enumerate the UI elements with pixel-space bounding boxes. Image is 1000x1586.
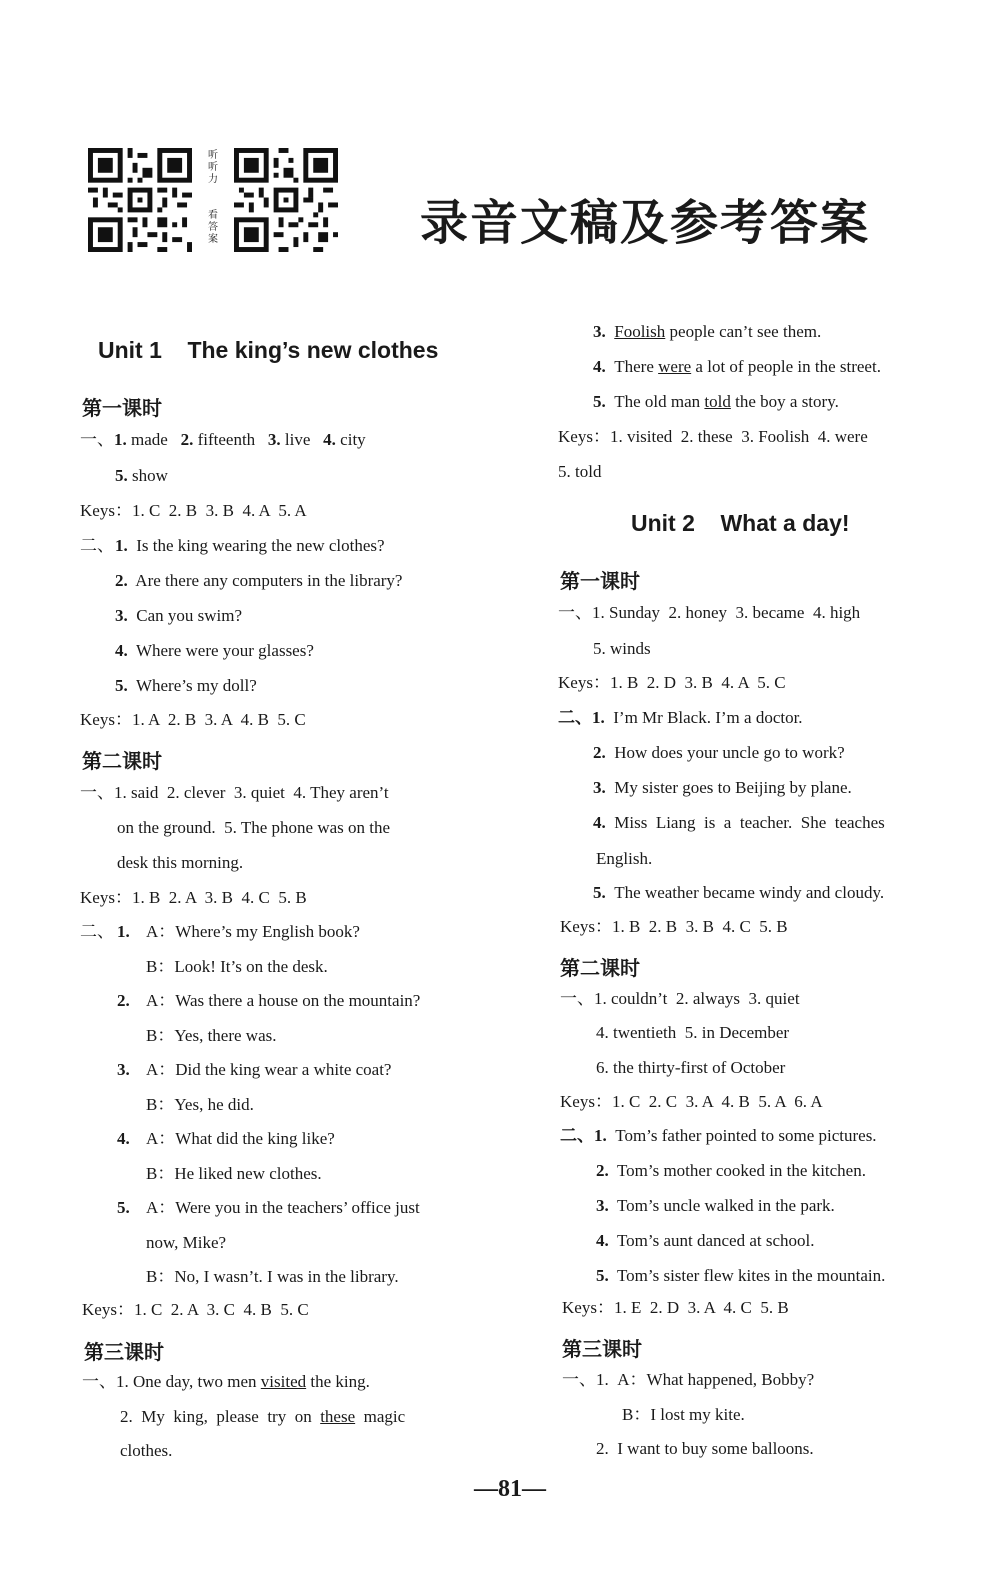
dialog-line: B：Look! It’s on the desk. — [146, 957, 328, 976]
sentence-text: 2. My king, please try on — [120, 1407, 321, 1426]
dialog-number: 2. — [117, 991, 130, 1010]
keys-line: Keys：1. E 2. D 3. A 4. C 5. B — [562, 1298, 789, 1317]
dialog-line: now, Mike? — [146, 1233, 227, 1252]
qr-code-answers — [234, 148, 338, 252]
answer-word: made — [131, 430, 168, 449]
exercise-line — [593, 321, 821, 343]
answer-word: show — [132, 466, 168, 485]
sentence-text: How does your uncle go to work? — [605, 743, 845, 762]
item-number: 3. — [596, 1196, 609, 1215]
sentence-text: Where’s my doll? — [127, 676, 257, 695]
unit-2-title: Unit 2 What a day! — [631, 510, 850, 536]
page-title: 录音文稿及参考答案 — [420, 195, 871, 251]
sentence-text: 一、1. One day, two men — [82, 1372, 261, 1391]
item-number: 3. — [593, 322, 615, 341]
answer-word: live — [284, 430, 311, 449]
exercise-line — [593, 742, 845, 764]
qr-answer-label: 看答案 — [208, 210, 218, 245]
dialog-number: 5. — [117, 1198, 130, 1217]
sentence-text: Tom’s mother cooked in the kitchen. — [608, 1161, 866, 1180]
qr-code-listen — [88, 148, 192, 252]
keys-line: Keys：1. visited 2. these 3. Foolish 4. were — [558, 427, 868, 446]
item-number: 3. — [115, 606, 128, 625]
item-number: 4. — [593, 813, 606, 832]
dialog-line: B：I lost my kite. — [622, 1405, 745, 1424]
sentence-text: There — [614, 357, 659, 376]
sentence-text: the boy a story. — [730, 392, 839, 411]
exercise-line — [593, 391, 839, 413]
keys-line: Keys：1. B 2. D 3. B 4. A 5. C — [558, 673, 786, 692]
exercise-line — [82, 1371, 370, 1393]
dialog-line: B：He liked new clothes. — [146, 1164, 322, 1183]
sentence-text: Tom’s uncle walked in the park. — [608, 1196, 835, 1215]
dialog-line: B：No, I wasn’t. I was in the library. — [146, 1267, 399, 1286]
sentence-text: people can’t see them. — [665, 322, 822, 341]
dialog-line: A：Were you in the teachers’ office just — [146, 1198, 420, 1217]
sentence-text: The weather became windy and cloudy. — [614, 883, 885, 902]
exercise-line: 2. I want to buy some balloons. — [596, 1439, 814, 1458]
exercise-line: 4. twentieth 5. in December — [596, 1023, 790, 1042]
exercise-line: 6. the thirty-first of October — [596, 1058, 786, 1077]
sentence-text: The old man — [614, 392, 705, 411]
keys-line: Keys：1. C 2. A 3. C 4. B 5. C — [82, 1300, 309, 1319]
exercise-line — [80, 429, 366, 451]
item-number: 4. — [115, 641, 128, 660]
exercise-line — [596, 1160, 866, 1182]
dialog-line: B：Yes, he did. — [146, 1095, 254, 1114]
item-number: 5. — [593, 392, 615, 411]
exercise-line: 一、1. couldn’t 2. always 3. quiet — [560, 989, 800, 1008]
exercise-line: clothes. — [120, 1441, 173, 1460]
exercise-line: desk this morning. — [117, 853, 244, 872]
exercise-line — [115, 535, 385, 557]
item-number: 3. — [267, 430, 281, 449]
keys-line: Keys：1. B 2. B 3. B 4. C 5. B — [560, 917, 788, 936]
lesson-heading: 第一课时 — [82, 396, 162, 420]
sentence-text: Are there any computers in the library? — [127, 571, 403, 590]
dialog-number: 4. — [117, 1129, 130, 1148]
item-number: 4. — [596, 1231, 609, 1250]
exercise-line — [593, 777, 852, 799]
item-number: 2. — [596, 1161, 609, 1180]
section-marker: 二、 — [80, 536, 114, 555]
keys-line: Keys：1. B 2. A 3. B 4. C 5. B — [80, 888, 307, 907]
item-number: 1. — [114, 430, 127, 449]
sentence-text: Tom’s aunt danced at school. — [608, 1231, 815, 1250]
exercise-line: on the ground. 5. The phone was on the — [117, 818, 391, 837]
item-number: 5. — [115, 466, 128, 485]
item-number: 二、1. — [558, 708, 605, 727]
exercise-line — [596, 1195, 835, 1217]
sentence-text: the king. — [306, 1372, 370, 1391]
dialog-line: A：Where’s my English book? — [146, 922, 360, 941]
item-number: 2. — [180, 430, 194, 449]
underlined-word: visited — [260, 1372, 307, 1391]
exercise-line — [558, 707, 803, 729]
exercise-line — [115, 675, 257, 697]
lesson-heading: 第二课时 — [82, 749, 162, 773]
exercise-line: 5. winds — [593, 639, 651, 658]
item-number: 2. — [115, 571, 128, 590]
lesson-heading: 第三课时 — [562, 1337, 642, 1361]
exercise-line — [596, 1230, 815, 1252]
exercise-line — [593, 356, 881, 378]
dialog-number: 3. — [117, 1060, 130, 1079]
keys-line: Keys：1. C 2. B 3. B 4. A 5. A — [80, 501, 307, 520]
keys-line: Keys：1. A 2. B 3. A 4. B 5. C — [80, 710, 306, 729]
answer-word: city — [340, 430, 366, 449]
lesson-heading: 第二课时 — [560, 956, 640, 980]
sentence-text: Is the king wearing the new clothes? — [127, 536, 385, 555]
keys-line: 5. told — [558, 462, 602, 481]
sentence-text: Tom’s father pointed to some pictures. — [606, 1126, 877, 1145]
exercise-line — [596, 1265, 885, 1287]
dialog-line: B：Yes, there was. — [146, 1026, 277, 1045]
exercise-line — [593, 812, 885, 834]
underlined-word: these — [320, 1407, 356, 1426]
dialog-line: A：Was there a house on the mountain? — [146, 991, 421, 1010]
dialog-number: 1. — [117, 922, 130, 941]
answer-word: fifteenth — [197, 430, 256, 449]
lesson-heading: 第三课时 — [84, 1340, 164, 1364]
exercise-line: 一、1. Sunday 2. honey 3. became 4. high — [558, 603, 861, 622]
item-number: 1. — [115, 536, 128, 555]
exercise-line — [560, 1125, 877, 1147]
exercise-line — [120, 1406, 405, 1428]
sentence-text: Miss Liang is a teacher. She teaches — [605, 813, 885, 832]
sentence-text: I’m Mr Black. I’m a doctor. — [604, 708, 803, 727]
section-marker: 一、 — [80, 430, 114, 449]
exercise-line — [115, 605, 242, 627]
item-number: 二、1. — [560, 1126, 607, 1145]
exercise-line — [115, 465, 168, 487]
dialog-line: 一、1. A：What happened, Bobby? — [562, 1370, 815, 1389]
keys-line: Keys：1. C 2. C 3. A 4. B 5. A 6. A — [560, 1092, 823, 1111]
qr-listen-label: 听听力 — [208, 150, 218, 185]
unit-1-title: Unit 1 The king’s new clothes — [98, 337, 439, 363]
sentence-text: My sister goes to Beijing by plane. — [605, 778, 852, 797]
item-number: 3. — [593, 778, 606, 797]
sentence-text: magic — [355, 1407, 406, 1426]
item-number: 4. — [593, 357, 615, 376]
exercise-line: English. — [596, 849, 653, 868]
item-number: 4. — [323, 430, 336, 449]
page-number: —81— — [474, 1476, 546, 1502]
sentence-text: Where were your glasses? — [127, 641, 314, 660]
dialog-line: A：What did the king like? — [146, 1129, 335, 1148]
item-number: 5. — [115, 676, 128, 695]
section-marker: 二、 — [80, 922, 114, 941]
sentence-text: Can you swim? — [127, 606, 243, 625]
exercise-line — [115, 640, 314, 662]
underlined-word: told — [704, 392, 731, 411]
exercise-line: 一、1. said 2. clever 3. quiet 4. They aren’t — [80, 783, 389, 802]
underlined-word: were — [658, 357, 692, 376]
item-number: 5. — [596, 1266, 609, 1285]
sentence-text: a lot of people in the street. — [691, 357, 881, 376]
exercise-line — [115, 570, 402, 592]
sentence-text: Tom’s sister flew kites in the mountain. — [608, 1266, 886, 1285]
item-number: 2. — [593, 743, 606, 762]
underlined-word: Foolish — [614, 322, 666, 341]
exercise-line — [593, 882, 884, 904]
lesson-heading: 第一课时 — [560, 569, 640, 593]
dialog-line: A：Did the king wear a white coat? — [146, 1060, 392, 1079]
item-number: 5. — [593, 883, 606, 902]
